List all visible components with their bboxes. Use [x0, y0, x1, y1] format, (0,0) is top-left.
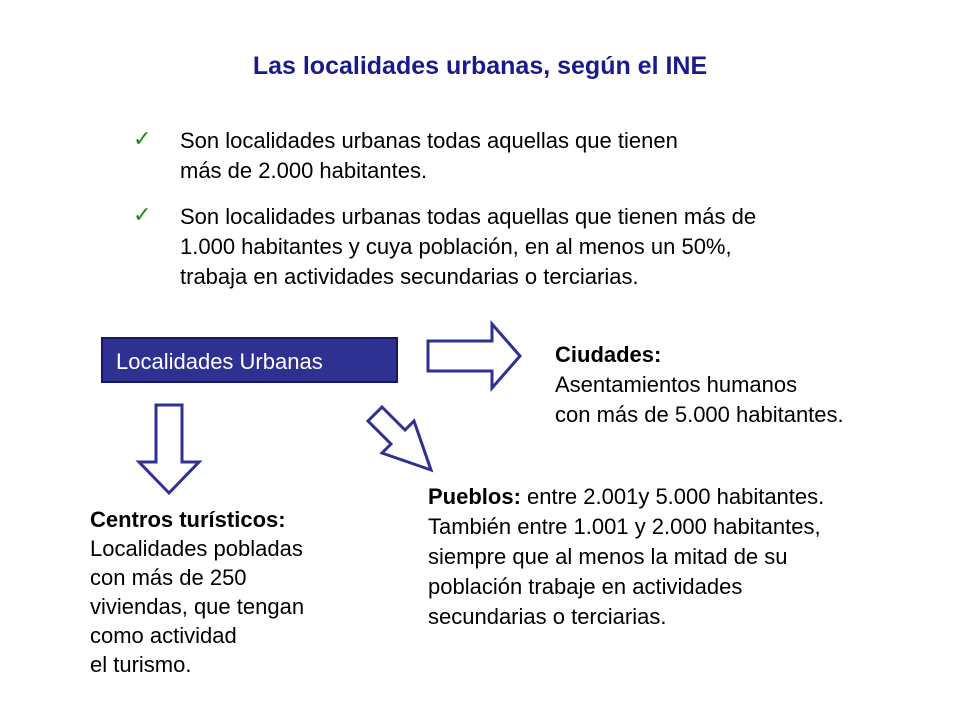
centros-line-3: viviendas, que tengan — [90, 594, 305, 619]
bullet-1-line-2: más de 2.000 habitantes. — [180, 158, 428, 183]
bullet-2-line-1: Son localidades urbanas todas aquellas que tienen más de — [180, 204, 757, 229]
ciudades-line-2: con más de 5.000 habitantes. — [555, 402, 844, 427]
arrow-right-icon — [428, 324, 520, 388]
pueblos-range: entre 2.001y 5.000 habitantes. — [520, 484, 825, 509]
centros-line-2: con más de 250 — [90, 565, 247, 590]
bullet-1-line-1: Son localidades urbanas todas aquellas que tienen — [180, 128, 678, 153]
centros-heading: Centros turísticos: — [90, 507, 286, 532]
bullet-2-line-2: 1.000 habitantes y cuya población, en al menos un 50%, — [180, 234, 732, 259]
arrow-down-icon — [139, 405, 199, 493]
pueblos-line-5: secundarias o terciarias. — [428, 604, 667, 629]
arrow-diagonal-icon — [368, 407, 431, 470]
pueblos-line-2: También entre 1.001 y 2.000 habitantes, — [428, 514, 821, 539]
ciudades-line-1: Asentamientos humanos — [555, 372, 798, 397]
centros-line-1: Localidades pobladas — [90, 536, 303, 561]
pueblos-line-3: siempre que al menos la mitad de su — [428, 544, 788, 569]
slide-title: Las localidades urbanas, según el INE — [252, 52, 708, 80]
check-icon: ✓ — [133, 202, 152, 227]
check-icon: ✓ — [133, 126, 152, 151]
pueblos-line-4: población trabaje en actividades — [428, 574, 743, 599]
pueblos-line-1 — [428, 482, 824, 511]
ciudades-heading: Ciudades: — [555, 342, 662, 367]
root-node-box: Localidades Urbanas — [101, 337, 398, 383]
bullet-2-line-3: trabaja en actividades secundarias o terciarias. — [180, 264, 639, 289]
pueblos-heading: Pueblos: — [428, 484, 521, 509]
centros-line-4: como actividad — [90, 623, 237, 648]
centros-line-5: el turismo. — [90, 652, 192, 677]
